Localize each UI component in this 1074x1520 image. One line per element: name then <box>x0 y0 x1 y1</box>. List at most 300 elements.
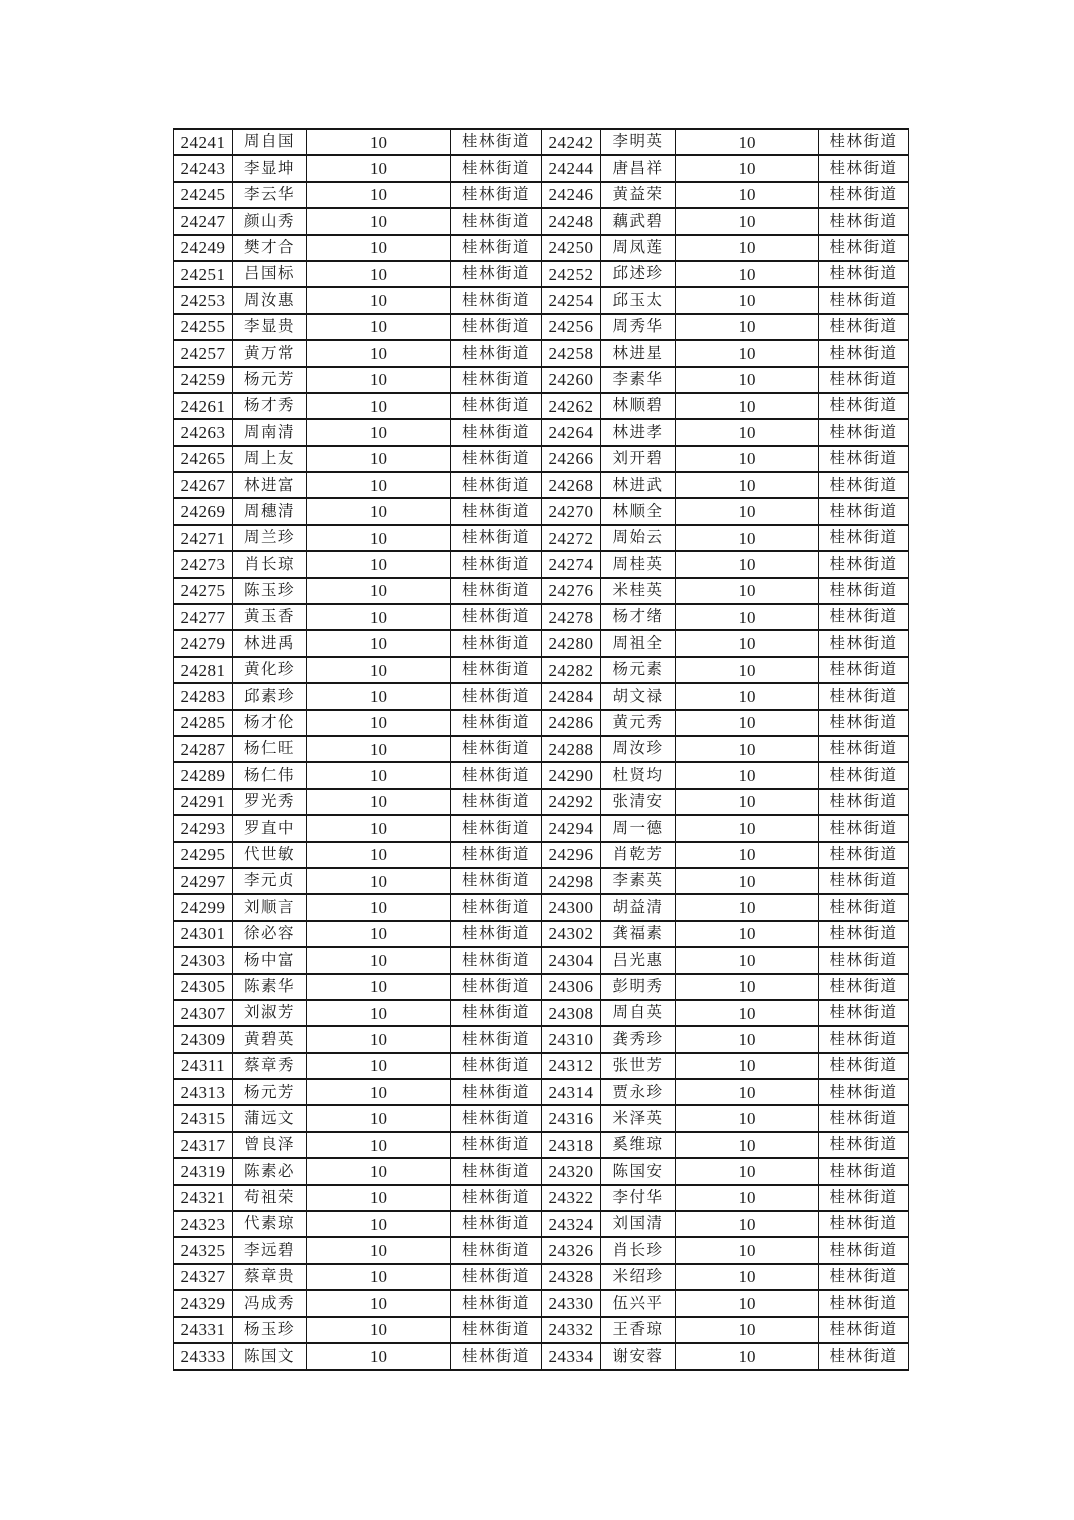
entry-name: 李远碧 <box>233 1237 307 1263</box>
entry-id: 24319 <box>174 1158 233 1184</box>
entry-value: 10 <box>307 235 451 261</box>
entry-name: 周凤莲 <box>601 235 676 261</box>
entry-street: 桂林街道 <box>819 710 909 736</box>
entry-street: 桂林街道 <box>451 314 542 340</box>
entry-id: 24298 <box>542 868 601 894</box>
entry-value: 10 <box>676 630 819 656</box>
entry-name: 贾永珍 <box>601 1079 676 1105</box>
entry-street: 桂林街道 <box>451 1290 542 1316</box>
entry-id: 24291 <box>174 789 233 815</box>
entry-name: 周自英 <box>601 1000 676 1026</box>
entry-name: 杨元芳 <box>233 1079 307 1105</box>
table-row <box>174 129 909 155</box>
entry-name: 米绍珍 <box>601 1264 676 1290</box>
entry-id: 24325 <box>174 1237 233 1263</box>
entry-street: 桂林街道 <box>451 1053 542 1079</box>
entry-street: 桂林街道 <box>819 1264 909 1290</box>
table-row <box>174 842 909 868</box>
entry-street: 桂林街道 <box>819 1158 909 1184</box>
entry-id: 24271 <box>174 525 233 551</box>
entry-id: 24326 <box>542 1237 601 1263</box>
entry-id: 24329 <box>174 1290 233 1316</box>
entry-value: 10 <box>676 974 819 1000</box>
entry-id: 24324 <box>542 1211 601 1237</box>
entry-id: 24283 <box>174 683 233 709</box>
entry-street: 桂林街道 <box>819 1105 909 1131</box>
entry-id: 24333 <box>174 1343 233 1370</box>
entry-id: 24261 <box>174 393 233 419</box>
entry-name: 冯成秀 <box>233 1290 307 1316</box>
entry-name: 徐必容 <box>233 921 307 947</box>
entry-id: 24265 <box>174 446 233 472</box>
entry-id: 24306 <box>542 974 601 1000</box>
entry-name: 唐昌祥 <box>601 155 676 181</box>
entry-value: 10 <box>307 1053 451 1079</box>
table-row <box>174 525 909 551</box>
entry-street: 桂林街道 <box>451 235 542 261</box>
entry-name: 蔡章秀 <box>233 1053 307 1079</box>
table-row <box>174 446 909 472</box>
entry-value: 10 <box>676 1132 819 1158</box>
entry-id: 24303 <box>174 947 233 973</box>
entry-street: 桂林街道 <box>451 1317 542 1343</box>
entry-street: 桂林街道 <box>819 1000 909 1026</box>
entry-id: 24308 <box>542 1000 601 1026</box>
entry-name: 周汝惠 <box>233 287 307 313</box>
entry-value: 10 <box>307 921 451 947</box>
entry-value: 10 <box>307 578 451 604</box>
entry-id: 24268 <box>542 472 601 498</box>
entry-street: 桂林街道 <box>819 235 909 261</box>
entry-street: 桂林街道 <box>819 1317 909 1343</box>
entry-id: 24328 <box>542 1264 601 1290</box>
entry-name: 李素华 <box>601 367 676 393</box>
entry-value: 10 <box>676 393 819 419</box>
table-row <box>174 1000 909 1026</box>
entry-id: 24327 <box>174 1264 233 1290</box>
entry-name: 李显坤 <box>233 155 307 181</box>
entry-name: 杜贤均 <box>601 762 676 788</box>
entry-value: 10 <box>307 1317 451 1343</box>
entry-street: 桂林街道 <box>451 472 542 498</box>
entry-street: 桂林街道 <box>451 1079 542 1105</box>
table-row <box>174 710 909 736</box>
entry-id: 24247 <box>174 208 233 234</box>
entry-street: 桂林街道 <box>451 1237 542 1263</box>
entry-value: 10 <box>307 261 451 287</box>
entry-street: 桂林街道 <box>819 367 909 393</box>
entry-name: 邱述珍 <box>601 261 676 287</box>
table-row <box>174 578 909 604</box>
entry-street: 桂林街道 <box>819 208 909 234</box>
entry-value: 10 <box>307 894 451 920</box>
entry-id: 24318 <box>542 1132 601 1158</box>
entry-name: 刘顺言 <box>233 894 307 920</box>
entry-street: 桂林街道 <box>819 1211 909 1237</box>
entry-value: 10 <box>676 287 819 313</box>
table-row <box>174 472 909 498</box>
table-row <box>174 921 909 947</box>
entry-value: 10 <box>676 340 819 366</box>
entry-id: 24252 <box>542 261 601 287</box>
entry-id: 24300 <box>542 894 601 920</box>
entry-street: 桂林街道 <box>451 710 542 736</box>
entry-id: 24334 <box>542 1343 601 1370</box>
entry-street: 桂林街道 <box>451 762 542 788</box>
entry-street: 桂林街道 <box>819 314 909 340</box>
entry-street: 桂林街道 <box>451 815 542 841</box>
entry-id: 24320 <box>542 1158 601 1184</box>
table-row <box>174 235 909 261</box>
entry-value: 10 <box>676 1105 819 1131</box>
entry-name: 陈国文 <box>233 1343 307 1370</box>
entry-id: 24297 <box>174 868 233 894</box>
entry-street: 桂林街道 <box>451 1132 542 1158</box>
entry-street: 桂林街道 <box>819 894 909 920</box>
entry-name: 奚维琼 <box>601 1132 676 1158</box>
entry-id: 24316 <box>542 1105 601 1131</box>
entry-name: 刘国清 <box>601 1211 676 1237</box>
entries-table-body <box>174 129 909 1370</box>
entry-id: 24263 <box>174 419 233 445</box>
entry-name: 刘开碧 <box>601 446 676 472</box>
entry-name: 罗直中 <box>233 815 307 841</box>
entry-value: 10 <box>676 1237 819 1263</box>
entry-street: 桂林街道 <box>451 789 542 815</box>
entry-street: 桂林街道 <box>451 498 542 524</box>
entry-id: 24331 <box>174 1317 233 1343</box>
entry-value: 10 <box>307 287 451 313</box>
entry-name: 林进武 <box>601 472 676 498</box>
table-row <box>174 1237 909 1263</box>
entry-name: 刘淑芳 <box>233 1000 307 1026</box>
entry-street: 桂林街道 <box>819 1237 909 1263</box>
entry-id: 24276 <box>542 578 601 604</box>
entry-name: 杨才绪 <box>601 604 676 630</box>
entry-value: 10 <box>676 1317 819 1343</box>
entry-street: 桂林街道 <box>451 393 542 419</box>
entry-name: 黄万常 <box>233 340 307 366</box>
entry-name: 杨玉珍 <box>233 1317 307 1343</box>
entry-street: 桂林街道 <box>819 974 909 1000</box>
entry-name: 藕武碧 <box>601 208 676 234</box>
entry-name: 黄化珍 <box>233 657 307 683</box>
entry-name: 周上友 <box>233 446 307 472</box>
entry-value: 10 <box>676 1079 819 1105</box>
entry-street: 桂林街道 <box>819 1343 909 1370</box>
entry-street: 桂林街道 <box>819 789 909 815</box>
entry-name: 周桂英 <box>601 551 676 577</box>
table-row <box>174 1211 909 1237</box>
entry-value: 10 <box>307 868 451 894</box>
entry-id: 24330 <box>542 1290 601 1316</box>
entry-value: 10 <box>307 1158 451 1184</box>
entry-id: 24287 <box>174 736 233 762</box>
entry-id: 24246 <box>542 182 601 208</box>
entry-value: 10 <box>676 842 819 868</box>
entry-street: 桂林街道 <box>819 419 909 445</box>
entry-name: 周秀华 <box>601 314 676 340</box>
entry-value: 10 <box>307 1185 451 1211</box>
entry-id: 24255 <box>174 314 233 340</box>
entry-value: 10 <box>307 340 451 366</box>
entry-name: 周始云 <box>601 525 676 551</box>
entry-value: 10 <box>676 710 819 736</box>
entry-value: 10 <box>676 1026 819 1052</box>
entry-name: 李明英 <box>601 129 676 155</box>
entry-name: 林进星 <box>601 340 676 366</box>
entry-value: 10 <box>676 129 819 155</box>
entry-street: 桂林街道 <box>819 129 909 155</box>
entry-value: 10 <box>676 314 819 340</box>
entry-value: 10 <box>307 1079 451 1105</box>
entry-value: 10 <box>676 261 819 287</box>
entry-street: 桂林街道 <box>451 419 542 445</box>
entry-name: 李云华 <box>233 182 307 208</box>
entry-id: 24279 <box>174 630 233 656</box>
entry-name: 彭明秀 <box>601 974 676 1000</box>
entry-value: 10 <box>307 736 451 762</box>
entry-name: 林进禹 <box>233 630 307 656</box>
table-row <box>174 261 909 287</box>
entry-street: 桂林街道 <box>451 657 542 683</box>
entry-street: 桂林街道 <box>451 1343 542 1370</box>
table-row <box>174 1185 909 1211</box>
table-row <box>174 367 909 393</box>
entry-street: 桂林街道 <box>451 155 542 181</box>
entry-name: 王香琼 <box>601 1317 676 1343</box>
entry-street: 桂林街道 <box>451 842 542 868</box>
entry-value: 10 <box>676 367 819 393</box>
table-row <box>174 1053 909 1079</box>
entry-name: 米泽英 <box>601 1105 676 1131</box>
entry-name: 龚秀珍 <box>601 1026 676 1052</box>
entry-value: 10 <box>307 551 451 577</box>
entry-value: 10 <box>676 551 819 577</box>
entry-id: 24270 <box>542 498 601 524</box>
entry-street: 桂林街道 <box>819 921 909 947</box>
table-row <box>174 340 909 366</box>
entry-street: 桂林街道 <box>451 1185 542 1211</box>
entry-name: 周兰珍 <box>233 525 307 551</box>
entry-id: 24293 <box>174 815 233 841</box>
entry-value: 10 <box>307 419 451 445</box>
entry-name: 杨仁旺 <box>233 736 307 762</box>
entry-street: 桂林街道 <box>451 604 542 630</box>
entry-street: 桂林街道 <box>819 498 909 524</box>
table-row <box>174 498 909 524</box>
entry-street: 桂林街道 <box>451 921 542 947</box>
entry-value: 10 <box>307 472 451 498</box>
entry-name: 黄益荣 <box>601 182 676 208</box>
entry-name: 杨中富 <box>233 947 307 973</box>
table-row <box>174 630 909 656</box>
entries-table <box>173 128 909 1371</box>
entry-street: 桂林街道 <box>451 340 542 366</box>
entry-id: 24289 <box>174 762 233 788</box>
entry-value: 10 <box>676 1211 819 1237</box>
entry-street: 桂林街道 <box>451 578 542 604</box>
entry-street: 桂林街道 <box>451 868 542 894</box>
entry-value: 10 <box>307 1000 451 1026</box>
entry-name: 黄元秀 <box>601 710 676 736</box>
entry-street: 桂林街道 <box>451 129 542 155</box>
entry-value: 10 <box>307 1290 451 1316</box>
entry-value: 10 <box>307 683 451 709</box>
entry-id: 24332 <box>542 1317 601 1343</box>
entry-id: 24266 <box>542 446 601 472</box>
table-row <box>174 1264 909 1290</box>
entry-street: 桂林街道 <box>819 472 909 498</box>
entry-value: 10 <box>676 683 819 709</box>
table-row <box>174 393 909 419</box>
entry-value: 10 <box>676 947 819 973</box>
table-row <box>174 868 909 894</box>
entry-id: 24286 <box>542 710 601 736</box>
entry-value: 10 <box>307 630 451 656</box>
entry-id: 24288 <box>542 736 601 762</box>
entry-name: 陈国安 <box>601 1158 676 1184</box>
entry-street: 桂林街道 <box>819 842 909 868</box>
entry-name: 周南清 <box>233 419 307 445</box>
entry-id: 24264 <box>542 419 601 445</box>
entry-name: 伍兴平 <box>601 1290 676 1316</box>
entry-id: 24262 <box>542 393 601 419</box>
table-row <box>174 1343 909 1370</box>
entry-id: 24250 <box>542 235 601 261</box>
entry-street: 桂林街道 <box>819 1053 909 1079</box>
entry-street: 桂林街道 <box>451 947 542 973</box>
entry-value: 10 <box>676 235 819 261</box>
entry-name: 陈素华 <box>233 974 307 1000</box>
entry-name: 肖长琼 <box>233 551 307 577</box>
entry-value: 10 <box>307 1026 451 1052</box>
entry-id: 24304 <box>542 947 601 973</box>
entry-id: 24282 <box>542 657 601 683</box>
entry-id: 24317 <box>174 1132 233 1158</box>
entry-id: 24269 <box>174 498 233 524</box>
entry-street: 桂林街道 <box>819 868 909 894</box>
entry-value: 10 <box>676 868 819 894</box>
entry-id: 24267 <box>174 472 233 498</box>
entry-name: 林顺碧 <box>601 393 676 419</box>
entry-id: 24259 <box>174 367 233 393</box>
entry-value: 10 <box>676 657 819 683</box>
entry-value: 10 <box>676 1000 819 1026</box>
entry-street: 桂林街道 <box>819 1185 909 1211</box>
entry-name: 黄玉香 <box>233 604 307 630</box>
entry-name: 林顺全 <box>601 498 676 524</box>
entry-id: 24285 <box>174 710 233 736</box>
entry-name: 肖长珍 <box>601 1237 676 1263</box>
entry-name: 杨元芳 <box>233 367 307 393</box>
entry-street: 桂林街道 <box>819 1079 909 1105</box>
entry-value: 10 <box>307 498 451 524</box>
entry-value: 10 <box>307 1264 451 1290</box>
entry-street: 桂林街道 <box>819 1026 909 1052</box>
entry-value: 10 <box>307 393 451 419</box>
entry-value: 10 <box>676 736 819 762</box>
table-row <box>174 657 909 683</box>
entry-name: 周祖全 <box>601 630 676 656</box>
entry-id: 24314 <box>542 1079 601 1105</box>
entry-value: 10 <box>676 1185 819 1211</box>
table-row <box>174 894 909 920</box>
entry-value: 10 <box>676 208 819 234</box>
entry-value: 10 <box>676 525 819 551</box>
table-row <box>174 683 909 709</box>
table-row <box>174 1026 909 1052</box>
entry-name: 陈玉珍 <box>233 578 307 604</box>
entry-street: 桂林街道 <box>451 1158 542 1184</box>
entry-street: 桂林街道 <box>819 1290 909 1316</box>
entry-name: 周一德 <box>601 815 676 841</box>
entry-street: 桂林街道 <box>819 762 909 788</box>
entry-id: 24256 <box>542 314 601 340</box>
entry-street: 桂林街道 <box>819 1132 909 1158</box>
entry-name: 周穗清 <box>233 498 307 524</box>
entry-name: 樊才合 <box>233 235 307 261</box>
entry-name: 杨才伦 <box>233 710 307 736</box>
entry-id: 24310 <box>542 1026 601 1052</box>
table-row <box>174 182 909 208</box>
table-row <box>174 604 909 630</box>
entry-value: 10 <box>307 525 451 551</box>
entry-street: 桂林街道 <box>819 657 909 683</box>
entry-value: 10 <box>307 1132 451 1158</box>
entry-street: 桂林街道 <box>451 182 542 208</box>
entry-value: 10 <box>676 498 819 524</box>
table-row <box>174 1105 909 1131</box>
entry-name: 张世芳 <box>601 1053 676 1079</box>
entry-street: 桂林街道 <box>819 287 909 313</box>
entry-name: 杨仁伟 <box>233 762 307 788</box>
entry-street: 桂林街道 <box>451 208 542 234</box>
entry-id: 24248 <box>542 208 601 234</box>
table-row <box>174 155 909 181</box>
entry-street: 桂林街道 <box>451 525 542 551</box>
entry-id: 24321 <box>174 1185 233 1211</box>
table-row <box>174 1158 909 1184</box>
entry-id: 24323 <box>174 1211 233 1237</box>
entry-id: 24295 <box>174 842 233 868</box>
entry-id: 24305 <box>174 974 233 1000</box>
entry-id: 24245 <box>174 182 233 208</box>
entry-value: 10 <box>676 1290 819 1316</box>
entry-value: 10 <box>307 604 451 630</box>
entry-id: 24244 <box>542 155 601 181</box>
entry-value: 10 <box>307 842 451 868</box>
entry-value: 10 <box>307 1211 451 1237</box>
entry-id: 24322 <box>542 1185 601 1211</box>
entry-name: 林进孝 <box>601 419 676 445</box>
entry-name: 代素琼 <box>233 1211 307 1237</box>
entry-id: 24301 <box>174 921 233 947</box>
entry-street: 桂林街道 <box>451 1211 542 1237</box>
entry-value: 10 <box>676 155 819 181</box>
entry-value: 10 <box>307 762 451 788</box>
entry-id: 24315 <box>174 1105 233 1131</box>
entry-id: 24311 <box>174 1053 233 1079</box>
entry-value: 10 <box>676 419 819 445</box>
entry-name: 肖乾芳 <box>601 842 676 868</box>
entry-id: 24254 <box>542 287 601 313</box>
entry-id: 24278 <box>542 604 601 630</box>
entry-name: 吕光惠 <box>601 947 676 973</box>
entry-value: 10 <box>676 762 819 788</box>
entry-value: 10 <box>307 1105 451 1131</box>
entry-name: 蒲远文 <box>233 1105 307 1131</box>
